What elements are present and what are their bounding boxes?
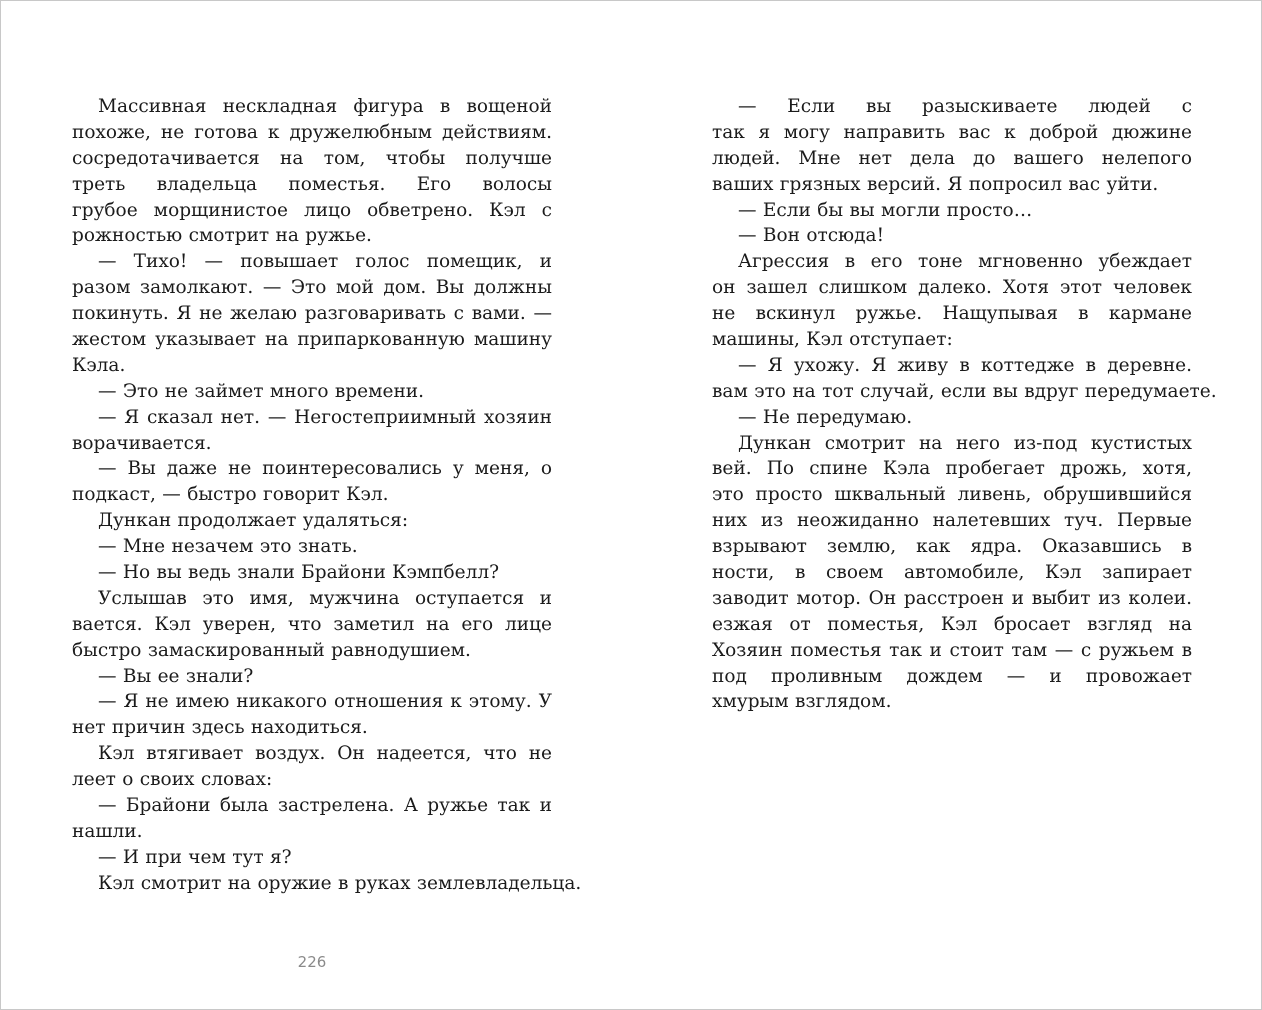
text-line: Услышав это имя, мужчина оступается и: [98, 587, 552, 609]
text-line: он зашел слишком далеко. Хотя этот человек: [712, 277, 1192, 299]
text-line: хмурым взглядом.: [712, 691, 892, 713]
text-line: леет о своих словах:: [72, 769, 273, 791]
text-line: — Брайони была застрелена. А ружье так и: [98, 795, 552, 817]
text-line: Кэла.: [72, 354, 126, 376]
text-line: — Но вы ведь знали Брайони Кэмпбелл?: [98, 562, 500, 584]
text-line: езжая от поместья, Кэл бросает взгляд на: [712, 613, 1192, 635]
text-line: вам это на тот случай, если вы вдруг передумаете.: [712, 380, 1217, 402]
text-line: вается. Кэл уверен, что заметил на его лице: [72, 613, 552, 635]
text-line: ворачивается.: [72, 432, 212, 454]
text-line: людей. Мне нет дела до вашего нелепого: [712, 147, 1192, 169]
text-line: не вскинул ружье. Нащупывая в кармане: [712, 303, 1192, 325]
text-line: Дункан продолжает удаляться:: [98, 510, 409, 532]
text-line: машины, Кэл отступает:: [712, 329, 953, 351]
text-line: вей. По спине Кэла пробегает дрожь, хотя,: [712, 458, 1192, 480]
text-line: так я могу направить вас к доброй дюжине: [712, 121, 1192, 143]
text-line: — Мне незачем это знать.: [98, 536, 358, 558]
text-line: сосредотачивается на том, чтобы получше: [72, 147, 552, 169]
text-line: разом замолкают. — Это мой дом. Вы должны: [72, 277, 552, 299]
text-line: ности, в своем автомобиле, Кэл запирает: [712, 562, 1192, 584]
text-line: Хозяин поместья так и стоит там — с ружьем в: [712, 639, 1192, 661]
text-line: нашли.: [72, 820, 143, 842]
text-line: — Я ухожу. Я живу в коттедже в деревне.: [738, 354, 1192, 376]
text-line: — Не передумаю.: [738, 406, 913, 428]
text-line: — Тихо! — повышает голос помещик, и: [98, 251, 552, 273]
text-line: взрывают землю, как ядра. Оказавшись в: [712, 536, 1192, 558]
text-line: Агрессия в его тоне мгновенно убеждает: [738, 251, 1192, 273]
right-page-text: [712, 94, 1217, 715]
text-line: — Вы даже не поинтересовались у меня, о: [98, 458, 552, 480]
text-line: покинуть. Я не желаю разговаривать с вами. —: [72, 303, 552, 325]
text-line: похоже, не готова к дружелюбным действиям.: [72, 121, 552, 143]
left-page-text: [72, 94, 582, 897]
text-line: это просто шквальный ливень, обрушившийся: [712, 484, 1192, 506]
text-line: — Это не займет много времени.: [98, 380, 425, 402]
page-number: 226: [297, 953, 327, 971]
text-line: — Если вы разыскиваете людей с: [738, 96, 1192, 117]
text-line: — Если бы вы могли просто…: [738, 199, 1033, 221]
text-line: них из неожиданно налетевших туч. Первые: [712, 510, 1192, 532]
text-line: — Вы ее знали?: [98, 665, 254, 687]
text-line: рожностью смотрит на ружье.: [72, 225, 372, 247]
text-line: ваших грязных версий. Я попросил вас уйти.: [712, 173, 1159, 195]
text-line: заводит мотор. Он расстроен и выбит из колеи.: [712, 587, 1192, 609]
text-line: — Вон отсюда!: [738, 225, 885, 247]
text-line: подкаст, — быстро говорит Кэл.: [72, 484, 389, 506]
text-line: быстро замаскированный равнодушием.: [72, 639, 471, 661]
text-line: треть владельца поместья. Его волосы: [72, 173, 552, 195]
text-line: — Я не имею никакого отношения к этому. У: [98, 691, 552, 713]
text-line: Массивная нескладная фигура в вощеной: [98, 96, 552, 117]
text-line: нет причин здесь находиться.: [72, 717, 368, 739]
text-line: под проливным дождем — и провожает: [712, 665, 1192, 687]
text-line: — Я сказал нет. — Негостеприимный хозяин: [98, 406, 552, 428]
text-line: Кэл смотрит на оружие в руках землевладельца.: [98, 872, 582, 894]
text-line: грубое морщинистое лицо обветрено. Кэл с: [72, 199, 552, 221]
text-line: Дункан смотрит на него из-под кустистых: [738, 432, 1192, 454]
text-line: — И при чем тут я?: [98, 846, 292, 868]
text-line: Кэл втягивает воздух. Он надеется, что не: [98, 743, 552, 765]
text-line: жестом указывает на припаркованную машину: [72, 329, 552, 351]
